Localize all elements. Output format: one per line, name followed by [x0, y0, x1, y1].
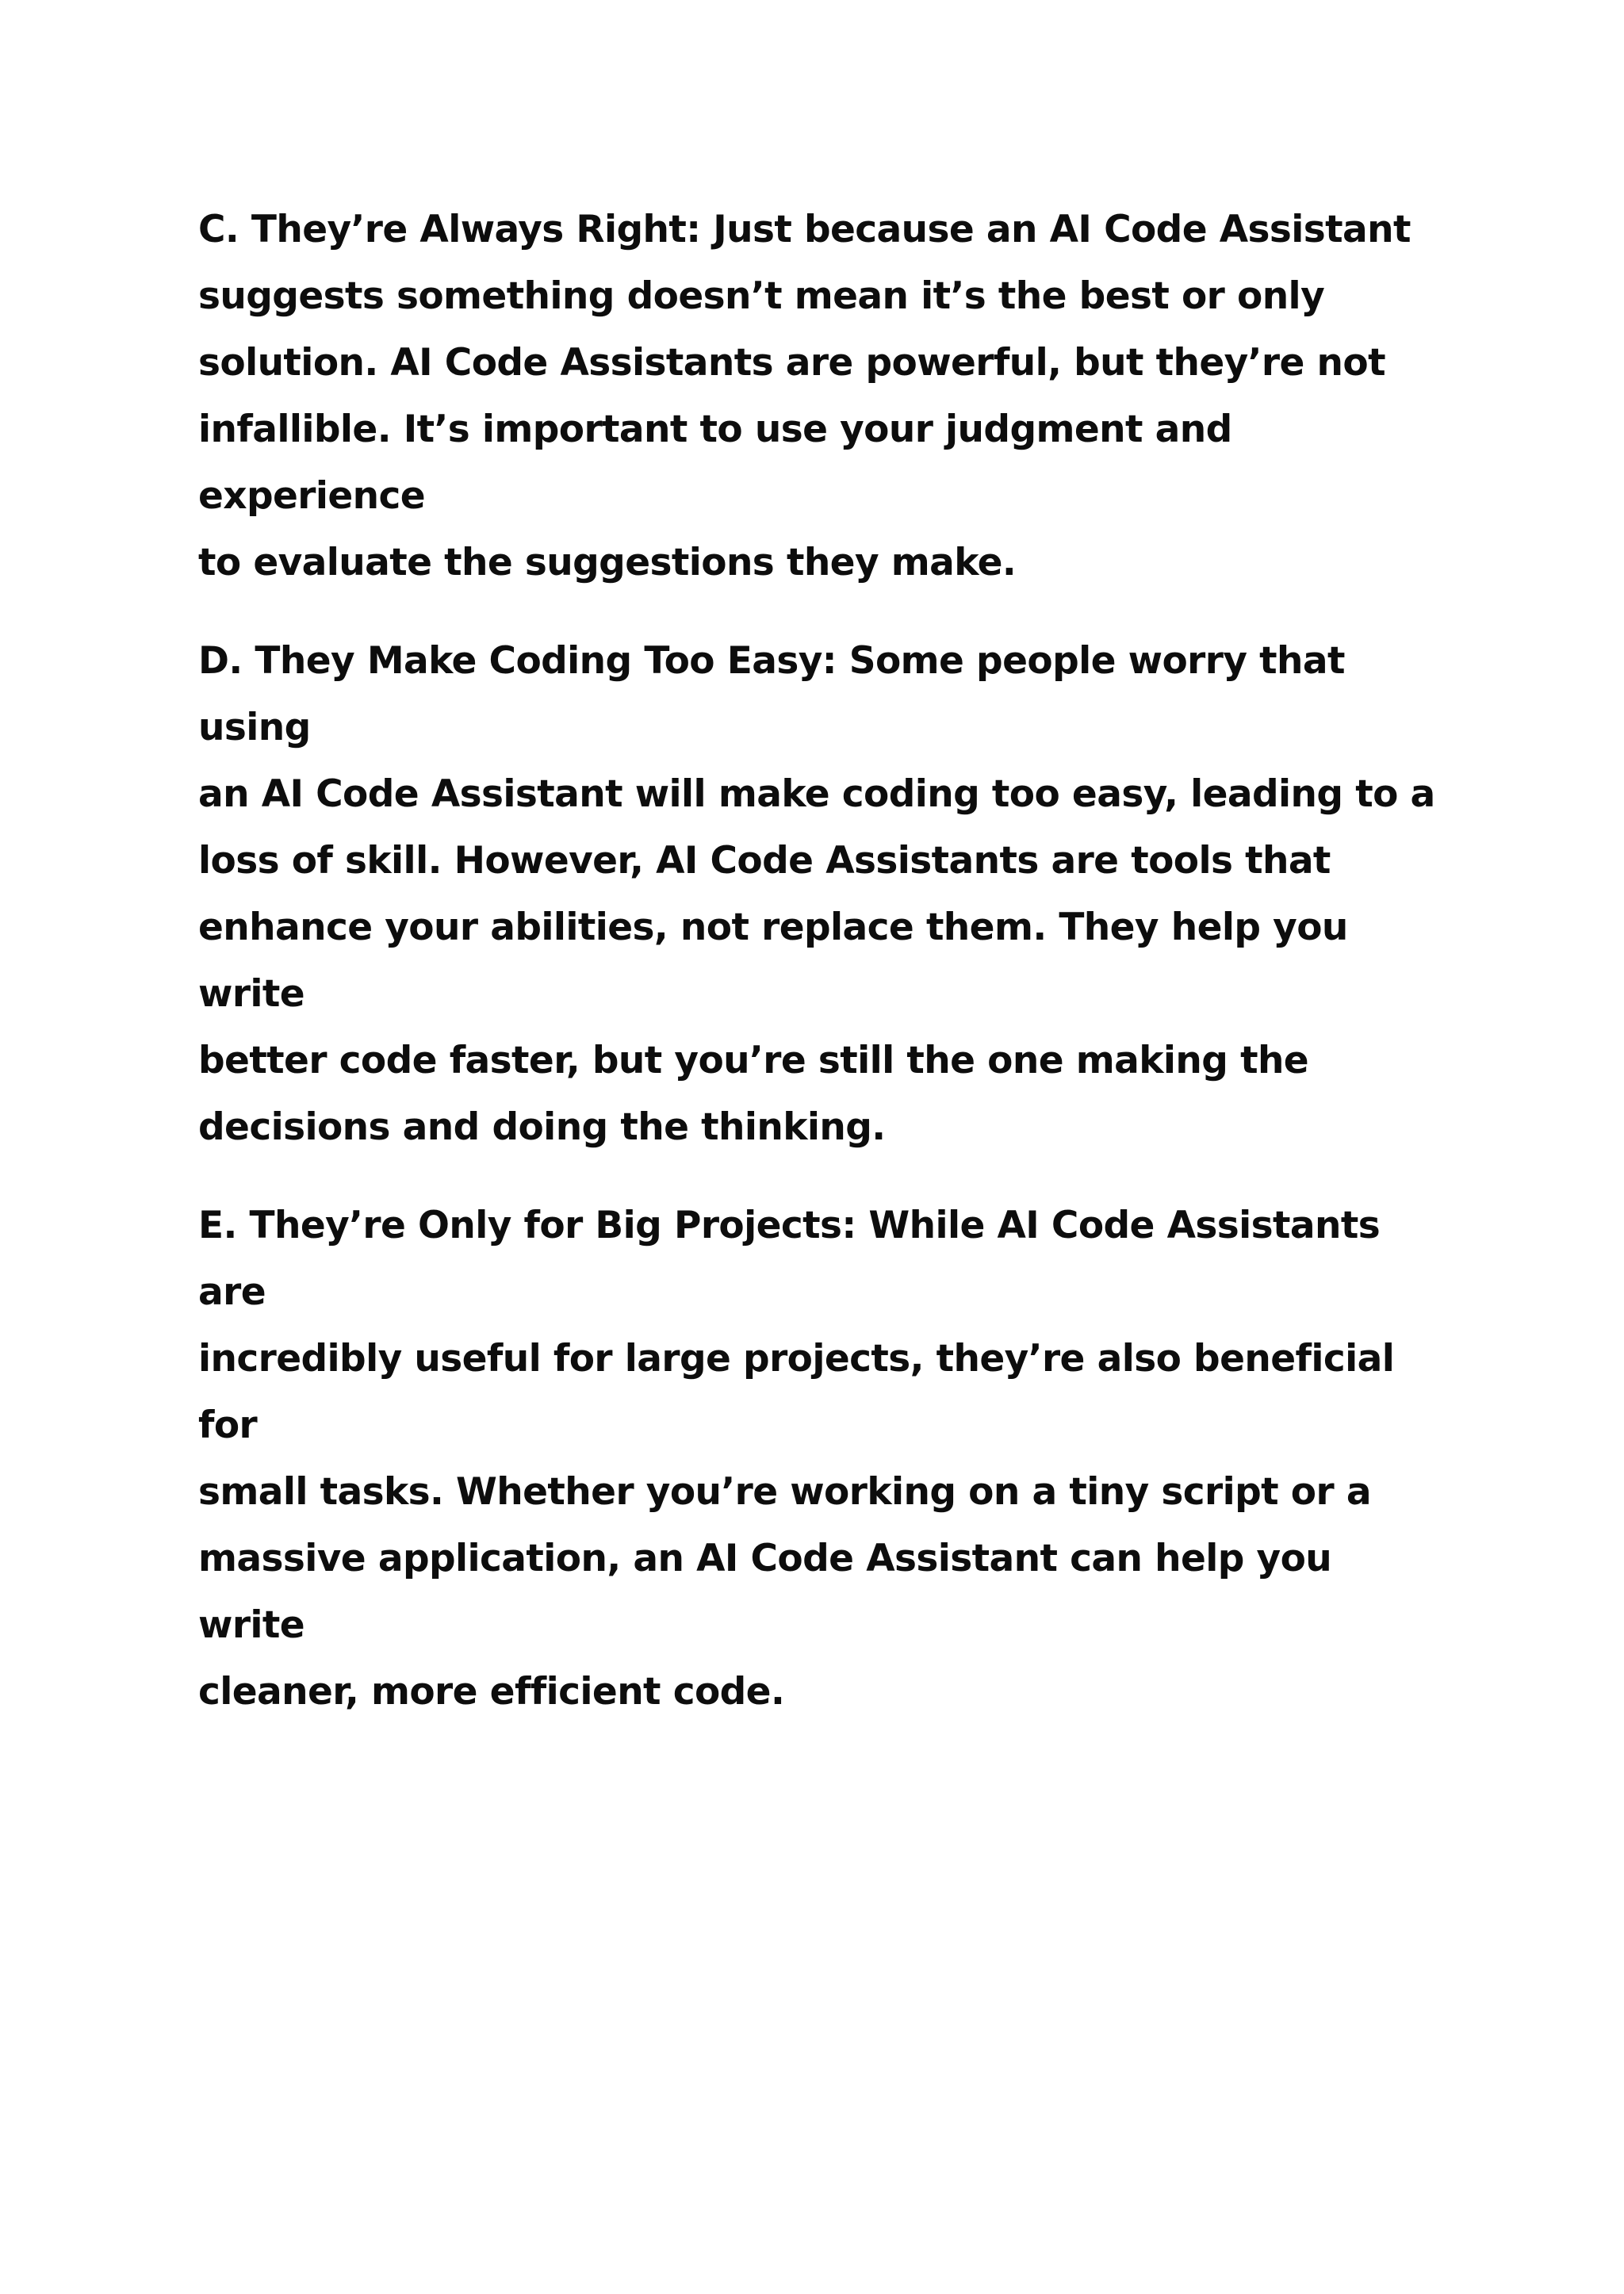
paragraph-too-easy: D. They Make Coding Too Easy: Some people worry that using an AI Code Assistant will make coding too easy, leading to a loss of skill. However, AI Code Assistants are tools that enhance your abilities, not replace them. They help you write better code faster, but you’re still the one making the decisions and doing the thinking. — [198, 639, 1435, 1149]
paragraph-big-projects: E. They’re Only for Big Projects: While AI Code Assistants are incredibly useful for large projects, they’re also beneficial for small tasks. Whether you’re working on a tiny script or a massive application, an AI Code Assistant can help you write cleaner, more efficient code. — [198, 1204, 1395, 1714]
paragraph-always-right: C. They’re Always Right: Just because an AI Code Assistant suggests something doesn’t mean it’s the best or only solution. AI Code Assistants are powerful, but they’re not infallible. It’s important to use your judgment and experience to evaluate the suggestions they make. — [198, 208, 1411, 584]
document-body — [198, 197, 1435, 1757]
